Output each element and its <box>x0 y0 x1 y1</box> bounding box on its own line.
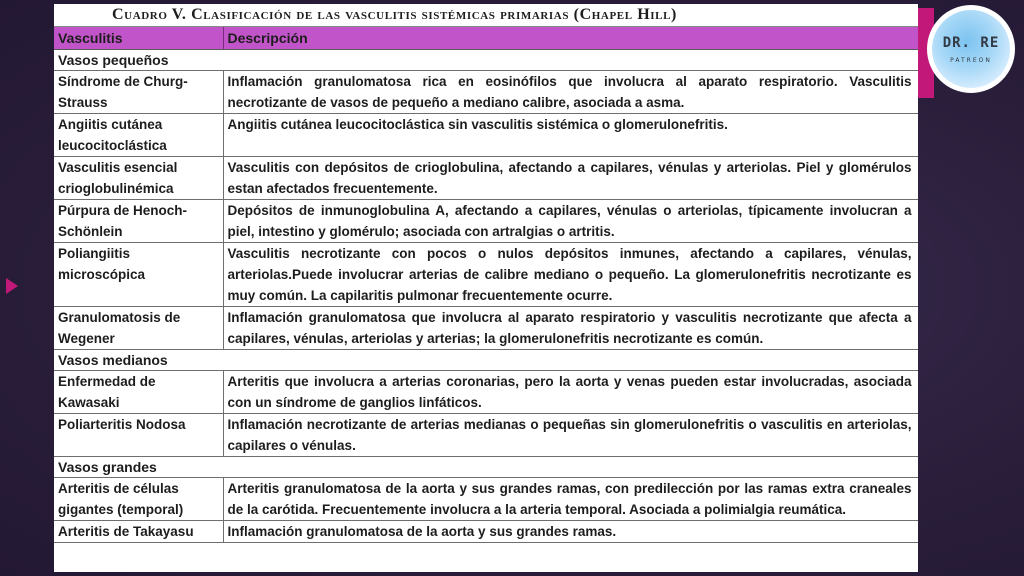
logo-title: DR. RE <box>942 34 1000 51</box>
vasculitis-description: Angiitis cutánea leucocitoclástica sin vasculitis sistémica o glomerulonefritis. <box>223 114 918 157</box>
table-row <box>54 521 918 543</box>
classification-document <box>54 4 918 572</box>
logo-badge <box>932 10 1010 88</box>
table-row <box>54 71 918 114</box>
group-label: Vasos pequeños <box>54 50 918 71</box>
column-header-descripcion: Descripción <box>223 27 918 50</box>
table-row <box>54 371 918 414</box>
vasculitis-description: Vasculitis con depósitos de crioglobulina, afectando a capilares, vénulas y arteriolas. Piel y glomérulos estan afectados frecuentemente. <box>223 157 918 200</box>
table-row <box>54 157 918 200</box>
vasculitis-name: Vasculitis esencial crioglobulinémica <box>54 157 223 200</box>
dr-re-logo[interactable] <box>927 5 1015 93</box>
vasculitis-description: Vasculitis necrotizante con pocos o nulos depósitos inmunes, afectando a capilares, vénulas, arteriolas.Puede involucrar arterias de calibre mediano o pequeño. La glomerulonefritis necrotizante es muy común. La capilaritis pulmonar frecuentemente ocurre. <box>223 243 918 307</box>
vasculitis-table <box>54 27 918 543</box>
table-row <box>54 414 918 457</box>
vasculitis-name: Arteritis de Takayasu <box>54 521 223 543</box>
vasculitis-name: Síndrome de Churg-Strauss <box>54 71 223 114</box>
vasculitis-name: Poliarteritis Nodosa <box>54 414 223 457</box>
table-header-row <box>54 27 918 50</box>
group-row <box>54 457 918 478</box>
column-header-vasculitis: Vasculitis <box>54 27 223 50</box>
document-title: Cuadro V. Clasificación de las vasculitis sistémicas primarias (Chapel Hill) <box>54 4 918 27</box>
table-row <box>54 200 918 243</box>
vasculitis-name: Granulomatosis de Wegener <box>54 307 223 350</box>
vasculitis-name: Angiitis cutánea leucocitoclástica <box>54 114 223 157</box>
vasculitis-description: Arteritis granulomatosa de la aorta y sus grandes ramas, con predilección por las ramas extra craneales de la carótida. Frecuentemente involucra a la arteria temporal. Asociada a polimialgia reumática. <box>223 478 918 521</box>
vasculitis-description: Inflamación granulomatosa de la aorta y sus grandes ramas. <box>223 521 918 543</box>
logo-subtitle: PATREON <box>950 56 992 64</box>
table-row <box>54 243 918 307</box>
group-label: Vasos medianos <box>54 350 918 371</box>
vasculitis-name: Púrpura de Henoch-Schönlein <box>54 200 223 243</box>
vasculitis-description: Inflamación granulomatosa rica en eosinófilos que involucra al aparato respiratorio. Vasculitis necrotizante de vasos de pequeño a mediano calibre, asociada a asma. <box>223 71 918 114</box>
vasculitis-description: Inflamación granulomatosa que involucra al aparato respiratorio y vasculitis necrotizante que afecta a capilares, vénulas, arteriolas y arterias; la glomerulonefritis necrotizante es común. <box>223 307 918 350</box>
vasculitis-name: Poliangiitis microscópica <box>54 243 223 307</box>
vasculitis-description: Inflamación necrotizante de arterias medianas o pequeñas sin glomerulonefritis o vasculitis en arteriolas, capilares o vénulas. <box>223 414 918 457</box>
slide-arrow-icon <box>6 278 18 294</box>
group-label: Vasos grandes <box>54 457 918 478</box>
vasculitis-description: Depósitos de inmunoglobulina A, afectando a capilares, vénulas o arteriolas, típicamente involucran a piel, intestino y glomérulo; asociada con artralgias o artritis. <box>223 200 918 243</box>
group-row <box>54 50 918 71</box>
table-row <box>54 114 918 157</box>
group-row <box>54 350 918 371</box>
vasculitis-name: Enfermedad de Kawasaki <box>54 371 223 414</box>
table-row <box>54 478 918 521</box>
vasculitis-description: Arteritis que involucra a arterias coronarias, pero la aorta y venas pueden estar involucradas, asociada con un síndrome de ganglios linfáticos. <box>223 371 918 414</box>
table-row <box>54 307 918 350</box>
vasculitis-name: Arteritis de células gigantes (temporal) <box>54 478 223 521</box>
